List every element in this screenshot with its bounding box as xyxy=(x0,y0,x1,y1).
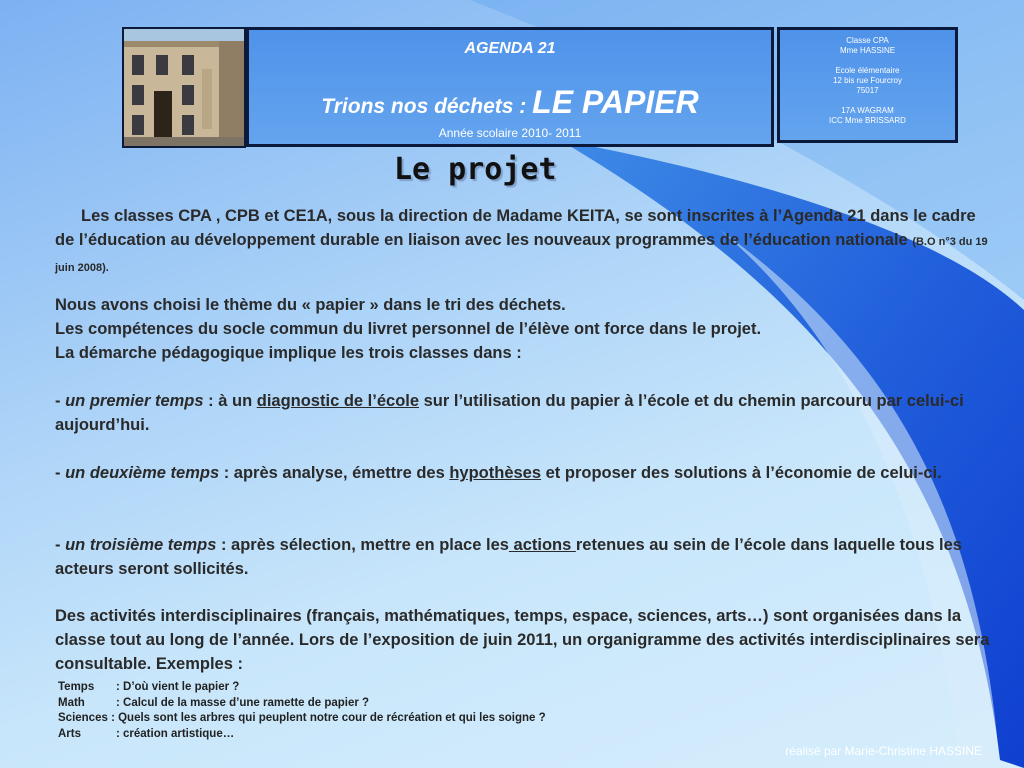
step-dash: - xyxy=(55,464,61,482)
step-text: et proposer des solutions à l’économie de celui-ci. xyxy=(541,464,942,482)
author-credit: réalisé par Marie-Christine HASSINE xyxy=(785,744,982,758)
step-dash: - xyxy=(55,392,61,410)
example-subject: Math xyxy=(58,696,85,709)
info-line xyxy=(780,96,955,106)
step-label: un deuxième temps xyxy=(65,464,220,482)
example-text: : Quels sont les arbres qui peuplent notre cour de récréation et qui les soigne ? xyxy=(111,712,546,724)
examples-list xyxy=(58,680,546,742)
theme-line: La démarche pédagogique implique les trois classes dans : xyxy=(55,344,522,362)
step-1 xyxy=(55,389,995,437)
step-keyword: diagnostic de l’école xyxy=(256,392,420,410)
step-text: sur l’utilisation du papier à l’école et du chemin parcouru par celui-ci aujourd’hui. xyxy=(55,392,964,434)
example-text: : D’où vient le papier ? xyxy=(116,681,240,693)
info-line: ICC Mme BRISSARD xyxy=(829,116,906,125)
example-subject: Sciences xyxy=(58,712,108,724)
class-info-box xyxy=(777,27,958,143)
step-text: : après sélection, mettre en place les xyxy=(216,536,509,554)
info-line: Classe CPA xyxy=(846,36,889,45)
theme-line: Les compétences du socle commun du livret personnel de l’élève ont force dans le projet. xyxy=(55,320,762,338)
info-line: Ecole élémentaire xyxy=(835,66,900,75)
example-item xyxy=(58,711,546,727)
step-text: : à un xyxy=(203,392,257,410)
theme-line: Nous avons choisi le thème du « papier » dans le tri des déchets. xyxy=(55,296,566,314)
title-prefix: Trions nos déchets : xyxy=(321,95,527,118)
step-keyword: hypothèses xyxy=(449,464,542,482)
example-text: : création artistique… xyxy=(116,727,235,740)
section-title: Le projet xyxy=(394,152,557,187)
info-line: 17A WAGRAM xyxy=(841,106,894,115)
info-line: 12 bis rue Fourcroy xyxy=(833,76,902,85)
agenda-label: AGENDA 21 xyxy=(464,40,556,57)
step-label: un premier temps xyxy=(65,392,204,410)
activities-text: Des activités interdisciplinaires (français, mathématiques, temps, espace, sciences, arts…) sont organisées dans la classe tout au long de l’année. Lors de l’exposition de juin 2011, un organigramme des activités interdisciplinaires sera consultable. Exemples : xyxy=(55,607,990,673)
step-dash: - xyxy=(55,536,61,554)
info-line: Mme HASSINE xyxy=(839,46,896,55)
step-2 xyxy=(55,461,995,485)
header-banner xyxy=(246,27,774,147)
school-year: Année scolaire 2010- 2011 xyxy=(438,126,582,140)
step-label: un troisième temps xyxy=(65,536,217,554)
school-building-photo xyxy=(122,27,246,148)
step-text: retenues au sein de l’école dans laquelle tous les acteurs seront sollicités. xyxy=(55,536,962,578)
example-item xyxy=(58,680,546,696)
example-text: : Calcul de la masse d’une ramette de papier ? xyxy=(116,696,370,709)
activities-paragraph xyxy=(55,604,995,676)
info-line: 75017 xyxy=(856,86,879,95)
title-main: LE PAPIER xyxy=(532,84,699,120)
intro-text: Les classes CPA , CPB et CE1A, sous la direction de Madame KEITA, se sont inscrites à l’Agenda 21 dans le cadre de l’éducation au développement durable en liaison avec les nouveaux programmes de l’éducation nationale xyxy=(55,207,976,249)
info-line xyxy=(780,56,955,66)
bo-reference: (B.O n°3 du 19 juin 2008). xyxy=(55,236,988,274)
intro-paragraph xyxy=(55,204,995,280)
example-subject: Temps xyxy=(58,681,95,693)
step-3 xyxy=(55,533,995,581)
step-keyword: actions xyxy=(508,536,576,554)
example-item xyxy=(58,696,546,712)
page-title xyxy=(249,84,771,121)
theme-paragraph xyxy=(55,293,995,365)
example-subject: Arts xyxy=(58,727,82,740)
step-text: : après analyse, émettre des xyxy=(219,464,450,482)
example-item xyxy=(58,727,546,743)
